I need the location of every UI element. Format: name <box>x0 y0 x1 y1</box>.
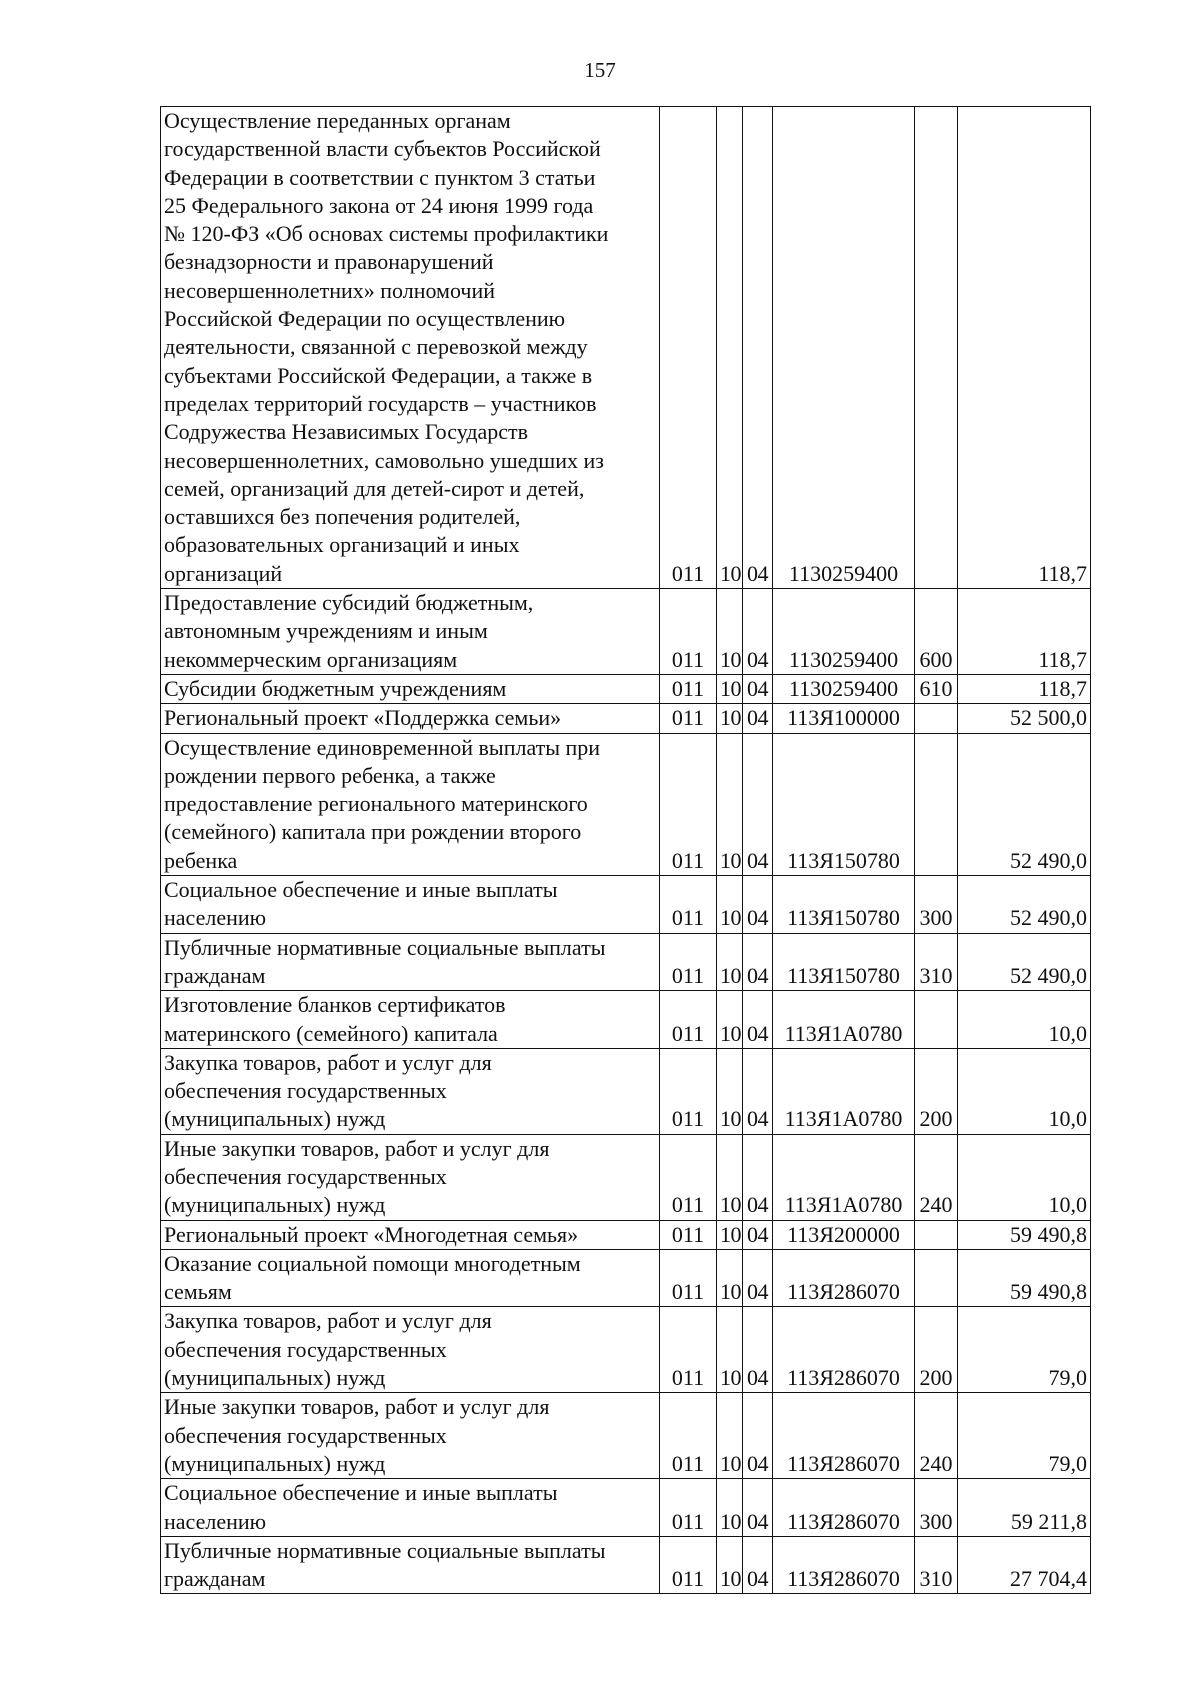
section-code-cell: 10 <box>717 1220 743 1249</box>
expense-type-cell: 240 <box>915 1393 958 1479</box>
expense-type-cell: 610 <box>915 674 958 703</box>
section-code-cell: 10 <box>717 589 743 675</box>
expense-type-cell: 600 <box>915 589 958 675</box>
amount-cell: 79,0 <box>958 1393 1091 1479</box>
expense-name-cell: Оказание социальной помощи многодетным семьям <box>161 1249 660 1307</box>
table-row <box>161 1134 1091 1220</box>
target-article-cell: 1130259400 <box>773 107 915 589</box>
expense-name-cell: Осуществление переданных органам государственной власти субъектов Российской Федерации в соответствии с пунктом 3 статьи 25 Федерального закона от 24 июня 1999 года № 120-ФЗ «Об основах системы профилактики безнадзорности и правонарушений несовершеннолетних» полномочий Российской Федерации по осуществлению деятельности, связанной с перевозкой между субъектами Российской Федерации, а также в пределах территорий государств – участников Содружества Независимых Государств несовершеннолетних, самовольно ушедших из семей, организаций для детей-сирот и детей, оставшихся без попечения родителей, образовательных организаций и иных организаций <box>161 107 660 589</box>
page-number: 157 <box>584 58 616 82</box>
table-row <box>161 1249 1091 1307</box>
target-article-cell: 113Я150780 <box>773 933 915 991</box>
section-code-cell: 10 <box>717 1393 743 1479</box>
target-article-cell: 113Я150780 <box>773 733 915 875</box>
subsection-code-cell: 04 <box>743 674 773 703</box>
subsection-code-cell: 04 <box>743 933 773 991</box>
target-article-cell: 113Я150780 <box>773 876 915 934</box>
target-article-cell: 1130259400 <box>773 674 915 703</box>
amount-cell: 52 490,0 <box>958 933 1091 991</box>
expense-name-cell: Закупка товаров, работ и услуг для обеспечения государственных (муниципальных) нужд <box>161 1048 660 1134</box>
table-row <box>161 1393 1091 1479</box>
target-article-cell: 113Я286070 <box>773 1479 915 1537</box>
target-article-cell: 113Я286070 <box>773 1249 915 1307</box>
subsection-code-cell: 04 <box>743 704 773 733</box>
amount-cell: 118,7 <box>958 107 1091 589</box>
amount-cell: 10,0 <box>958 991 1091 1049</box>
expense-name-cell: Региональный проект «Многодетная семья» <box>161 1220 660 1249</box>
expense-type-cell <box>915 107 958 589</box>
ministry-code-cell: 011 <box>660 107 717 589</box>
target-article-cell: 113Я286070 <box>773 1307 915 1393</box>
table-row <box>161 1220 1091 1249</box>
target-article-cell: 113Я1А0780 <box>773 991 915 1049</box>
target-article-cell: 1130259400 <box>773 589 915 675</box>
section-code-cell: 10 <box>717 1249 743 1307</box>
subsection-code-cell: 04 <box>743 1048 773 1134</box>
subsection-code-cell: 04 <box>743 589 773 675</box>
table-row <box>161 991 1091 1049</box>
section-code-cell: 10 <box>717 733 743 875</box>
expense-name-cell: Предоставление субсидий бюджетным, автономным учреждениям и иным некоммерческим организациям <box>161 589 660 675</box>
subsection-code-cell: 04 <box>743 733 773 875</box>
section-code-cell: 10 <box>717 704 743 733</box>
expense-name-cell: Социальное обеспечение и иные выплаты населению <box>161 1479 660 1537</box>
amount-cell: 10,0 <box>958 1048 1091 1134</box>
amount-cell: 59 211,8 <box>958 1479 1091 1537</box>
ministry-code-cell: 011 <box>660 1393 717 1479</box>
ministry-code-cell: 011 <box>660 1249 717 1307</box>
subsection-code-cell: 04 <box>743 1536 773 1594</box>
ministry-code-cell: 011 <box>660 1307 717 1393</box>
target-article-cell: 113Я100000 <box>773 704 915 733</box>
table-row <box>161 1479 1091 1537</box>
section-code-cell: 10 <box>717 991 743 1049</box>
ministry-code-cell: 011 <box>660 704 717 733</box>
target-article-cell: 113Я1А0780 <box>773 1134 915 1220</box>
amount-cell: 118,7 <box>958 589 1091 675</box>
amount-cell: 79,0 <box>958 1307 1091 1393</box>
subsection-code-cell: 04 <box>743 1393 773 1479</box>
section-code-cell: 10 <box>717 1479 743 1537</box>
expense-type-cell <box>915 733 958 875</box>
amount-cell: 27 704,4 <box>958 1536 1091 1594</box>
budget-table-body <box>161 107 1091 1594</box>
expense-type-cell: 300 <box>915 876 958 934</box>
budget-table <box>160 106 1091 1594</box>
expense-type-cell <box>915 704 958 733</box>
target-article-cell: 113Я286070 <box>773 1536 915 1594</box>
table-row <box>161 876 1091 934</box>
table-row <box>161 704 1091 733</box>
table-row <box>161 107 1091 589</box>
amount-cell: 52 490,0 <box>958 876 1091 934</box>
expense-type-cell: 310 <box>915 1536 958 1594</box>
expense-type-cell <box>915 1249 958 1307</box>
section-code-cell: 10 <box>717 674 743 703</box>
subsection-code-cell: 04 <box>743 876 773 934</box>
expense-name-cell: Социальное обеспечение и иные выплаты населению <box>161 876 660 934</box>
amount-cell: 118,7 <box>958 674 1091 703</box>
section-code-cell: 10 <box>717 1536 743 1594</box>
section-code-cell: 10 <box>717 1307 743 1393</box>
expense-type-cell: 300 <box>915 1479 958 1537</box>
ministry-code-cell: 011 <box>660 1048 717 1134</box>
expense-name-cell: Закупка товаров, работ и услуг для обеспечения государственных (муниципальных) нужд <box>161 1307 660 1393</box>
ministry-code-cell: 011 <box>660 674 717 703</box>
subsection-code-cell: 04 <box>743 1249 773 1307</box>
expense-type-cell <box>915 991 958 1049</box>
amount-cell: 52 500,0 <box>958 704 1091 733</box>
section-code-cell: 10 <box>717 933 743 991</box>
subsection-code-cell: 04 <box>743 1134 773 1220</box>
amount-cell: 52 490,0 <box>958 733 1091 875</box>
expense-name-cell: Иные закупки товаров, работ и услуг для обеспечения государственных (муниципальных) нужд <box>161 1393 660 1479</box>
ministry-code-cell: 011 <box>660 733 717 875</box>
table-row <box>161 589 1091 675</box>
expense-name-cell: Региональный проект «Поддержка семьи» <box>161 704 660 733</box>
amount-cell: 59 490,8 <box>958 1249 1091 1307</box>
table-row <box>161 933 1091 991</box>
target-article-cell: 113Я200000 <box>773 1220 915 1249</box>
table-row <box>161 674 1091 703</box>
expense-type-cell: 200 <box>915 1307 958 1393</box>
expense-name-cell: Изготовление бланков сертификатов материнского (семейного) капитала <box>161 991 660 1049</box>
ministry-code-cell: 011 <box>660 991 717 1049</box>
expense-type-cell: 310 <box>915 933 958 991</box>
ministry-code-cell: 011 <box>660 1479 717 1537</box>
expense-name-cell: Осуществление единовременной выплаты при рождении первого ребенка, а также предоставление регионального материнского (семейного) капитала при рождении второго ребенка <box>161 733 660 875</box>
subsection-code-cell: 04 <box>743 991 773 1049</box>
ministry-code-cell: 011 <box>660 589 717 675</box>
expense-type-cell <box>915 1220 958 1249</box>
amount-cell: 59 490,8 <box>958 1220 1091 1249</box>
target-article-cell: 113Я286070 <box>773 1393 915 1479</box>
section-code-cell: 10 <box>717 876 743 934</box>
subsection-code-cell: 04 <box>743 1479 773 1537</box>
ministry-code-cell: 011 <box>660 1536 717 1594</box>
section-code-cell: 10 <box>717 1134 743 1220</box>
expense-name-cell: Публичные нормативные социальные выплаты гражданам <box>161 933 660 991</box>
ministry-code-cell: 011 <box>660 1220 717 1249</box>
target-article-cell: 113Я1А0780 <box>773 1048 915 1134</box>
ministry-code-cell: 011 <box>660 1134 717 1220</box>
table-row <box>161 1307 1091 1393</box>
ministry-code-cell: 011 <box>660 933 717 991</box>
subsection-code-cell: 04 <box>743 107 773 589</box>
section-code-cell: 10 <box>717 1048 743 1134</box>
subsection-code-cell: 04 <box>743 1220 773 1249</box>
ministry-code-cell: 011 <box>660 876 717 934</box>
amount-cell: 10,0 <box>958 1134 1091 1220</box>
expense-type-cell: 240 <box>915 1134 958 1220</box>
expense-name-cell: Публичные нормативные социальные выплаты гражданам <box>161 1536 660 1594</box>
section-code-cell: 10 <box>717 107 743 589</box>
table-row <box>161 1536 1091 1594</box>
table-row <box>161 733 1091 875</box>
expense-type-cell: 200 <box>915 1048 958 1134</box>
expense-name-cell: Иные закупки товаров, работ и услуг для обеспечения государственных (муниципальных) нужд <box>161 1134 660 1220</box>
subsection-code-cell: 04 <box>743 1307 773 1393</box>
expense-name-cell: Субсидии бюджетным учреждениям <box>161 674 660 703</box>
table-row <box>161 1048 1091 1134</box>
